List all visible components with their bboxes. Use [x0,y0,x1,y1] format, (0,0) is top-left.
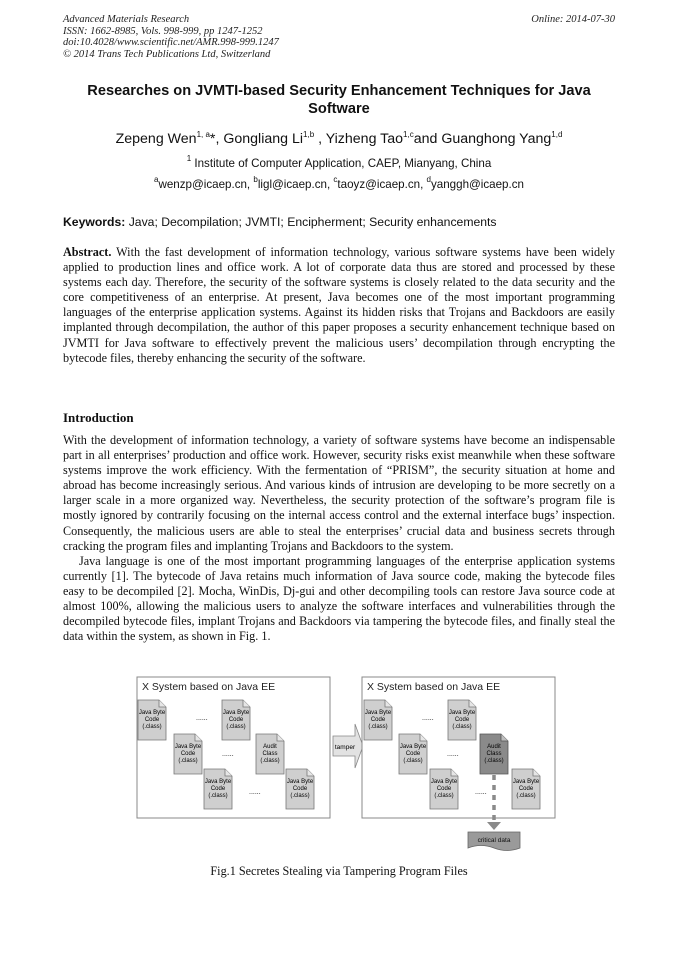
email-address: yanggh@icaep.cn [430,178,524,191]
file-label: Code [228,717,244,723]
journal-name: Advanced Materials Research [63,14,190,25]
paragraph: Java language is one of the most important programming languages of the enterprise application systems currently [1]. The bytecode of Java retains much information of Java source code, making the bytecode files easy to be decompiled [2]. Mocha, WinDis, Dj-gui and other decompiling tools can restore Java source code at almost 100%, allowing the malicious users to analyze the software interfaces and vulnerabilities through the decompiled bytecode files, implant Trojans and Backdoors via tampering the bytecode files, and finally steal the data within the system, as shown in Fig. 1. [63,553,615,644]
introduction-body [63,433,615,644]
file-label: Class [262,751,278,757]
file-label: (.class) [368,724,388,730]
email-mark: a [154,175,159,184]
file-label: Java Byte [399,744,427,750]
email-address: wenzp@icaep.cn, [158,178,254,191]
file-label: Java Byte [448,710,476,716]
file-label: (.class) [208,793,228,799]
affiliation [40,154,638,170]
author-affil-mark: 1,b [303,130,315,139]
critical-data-label: critical data [477,837,511,844]
author-separator: , [314,131,326,147]
file-label: Code [210,786,226,792]
ellipsis: ...... [222,751,234,758]
file-label: (.class) [290,793,310,799]
right-panel-title: X System based on Java EE [367,681,501,693]
left-panel-title: X System based on Java EE [142,681,276,693]
section-heading-introduction: Introduction [63,410,134,425]
file-label: (.class) [178,758,198,764]
right-system-panel [362,677,555,818]
journal-doi: doi:10.4028/www.scientific.net/AMR.998-999.1247 [63,37,279,49]
file-label: Code [405,751,421,757]
critical-data-icon [468,832,520,851]
file-label: (.class) [452,724,472,730]
file-label: Java Byte [430,779,458,785]
ellipsis: ...... [475,789,487,796]
email-mark: b [253,175,258,184]
author-separator: and [413,131,442,147]
file-label: (.class) [226,724,246,730]
email-list [40,175,638,191]
bytecode-file-icon [222,700,250,740]
file-label: Class [486,751,502,757]
figure-caption: Fig.1 Secretes Stealing via Tampering Program Files [210,864,468,878]
file-label: Code [144,717,160,723]
file-label: Java Byte [204,779,232,785]
bytecode-file-icon [174,734,202,774]
email-address: taoyz@icaep.cn, [337,178,427,191]
file-label: Code [518,786,534,792]
author-name: Yizheng Tao [325,131,404,147]
online-date: Online: 2014-07-30 [531,14,615,25]
file-label: Java Byte [222,710,250,716]
author-name: Gongliang Li [223,131,304,147]
figure-1 [136,676,556,854]
paper-title: Researches on JVMTI-based Security Enhancement Techniques for Java Software [87,83,591,117]
file-label: (.class) [142,724,162,730]
paragraph: With the development of information technology, a variety of software systems have become an indispensable part in all enterprises’ production and office work. However, security risks exist meanwhile when these software systems improve the work efficiency. With the fermentation of “PRISM”, the security situation at home and abroad has become increasingly serious. And various kinds of intrusion are developing to be more secretly on a larger scale in a more organized way. Nevertheless, the security protection of the software’s program file is mostly ignored by contrarily focusing on the internal access control and the external interface bugs’ inspection. Consequently, the malicious users are able to steal the enterprises’ crucial data and business secrets through cracking the program files and implanting Trojans and Backdoors to the system. [63,433,615,553]
bytecode-file-icon [430,769,458,809]
file-label: Java Byte [174,744,202,750]
keywords [63,215,615,229]
file-label: (.class) [484,758,504,764]
email-address: ligl@icaep.cn, [257,178,334,191]
file-label: (.class) [260,758,280,764]
file-label: (.class) [516,793,536,799]
author-list [40,131,638,147]
email-mark: d [426,175,431,184]
ellipsis: ...... [196,715,208,722]
file-label: Java Byte [286,779,314,785]
bytecode-file-icon [204,769,232,809]
author-affil-mark: 1,d [551,130,563,139]
abstract-text: With the fast development of information technology, various software systems have been widely applied to production lines and office work. A lot of corporate data thus are stored and processed by these systems each day. Therefore, the security of the software systems is closely related to the data security and the core competitiveness of an enterprise. At present, Java becomes one of the most important programming languages of the enterprise application systems. Against its hidden risks that Trojans and Backdoors are easily implanted through decompilation, the author of this paper proposes a security enhancement technique based on JVMTI for Java software to effectively prevent the malicious users’ decompilation through encrypting the bytecode files, thereby enhancing the security of the software. [63,245,615,365]
file-label: Code [436,786,452,792]
file-label: (.class) [434,793,454,799]
ellipsis: ...... [422,715,434,722]
file-label: Audit [487,744,501,750]
ellipsis: ...... [249,789,261,796]
author-affil-mark: 1, a [196,130,210,139]
file-label: Java Byte [138,710,166,716]
file-label: Code [180,751,196,757]
bytecode-file-icon [364,700,392,740]
tampered-audit-class-file-icon [480,734,508,774]
affiliation-text: Institute of Computer Application, CAEP, Mianyang, China [191,157,492,170]
bytecode-file-icon [448,700,476,740]
audit-class-file-icon [256,734,284,774]
author-separator: , [215,131,224,147]
bytecode-file-icon [399,734,427,774]
file-label: Java Byte [512,779,540,785]
abstract [63,245,615,366]
corresponding-mark: * [209,131,216,147]
abstract-label: Abstract. [63,245,112,259]
author-name: Guanghong Yang [441,131,552,147]
file-label: Code [370,717,386,723]
file-label: (.class) [403,758,423,764]
author-name: Zepeng Wen [115,131,197,147]
bytecode-file-icon [286,769,314,809]
bytecode-file-icon [138,700,166,740]
file-label: Java Byte [364,710,392,716]
ellipsis: ...... [447,751,459,758]
affiliation-mark: 1 [186,154,192,163]
file-label: Audit [263,744,277,750]
keywords-label: Keywords: [63,215,126,229]
bytecode-file-icon [512,769,540,809]
keywords-text: Java; Decompilation; JVMTI; Encipherment; Security enhancements [125,215,497,229]
tamper-arrow [333,724,363,768]
journal-copyright: © 2014 Trans Tech Publications Ltd, Switzerland [63,48,271,60]
file-label: Code [454,717,470,723]
journal-issn: ISSN: 1662-8985, Vols. 998-999, pp 1247-1252 [63,25,263,37]
tamper-label: tamper [334,744,356,751]
left-system-panel [137,677,330,818]
file-label: Code [292,786,308,792]
journal-meta [63,14,279,60]
author-affil-mark: 1,c [403,130,414,139]
email-mark: c [333,175,338,184]
